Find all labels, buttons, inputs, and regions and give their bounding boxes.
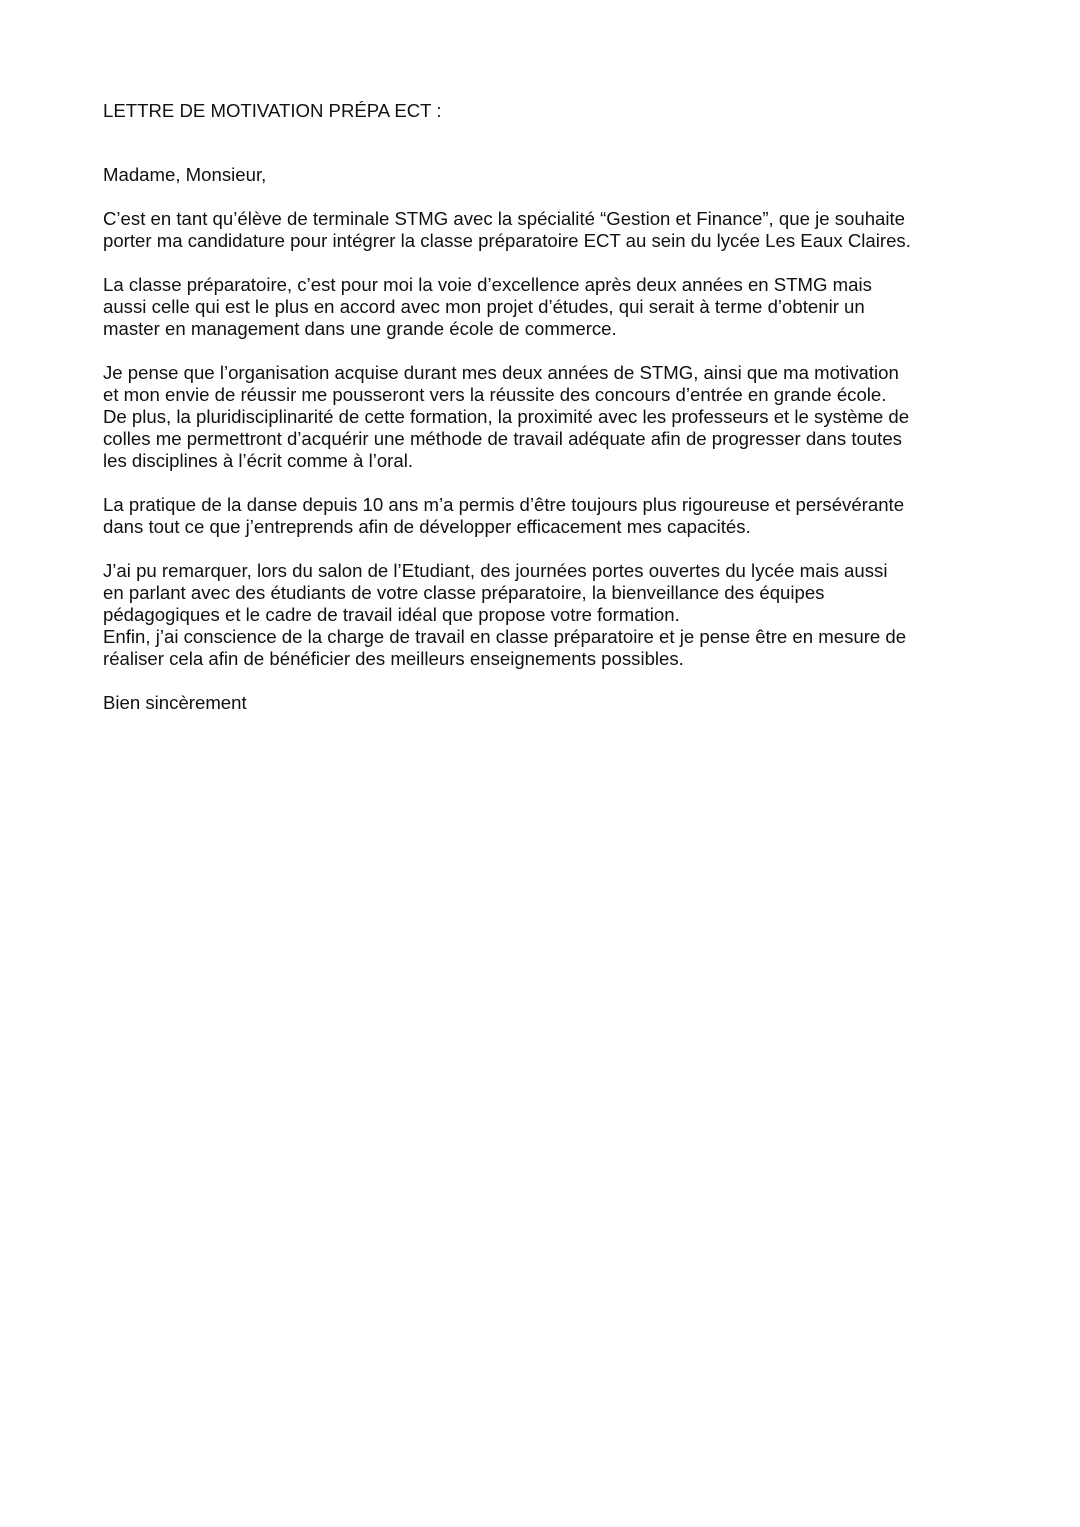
salutation: Madame, Monsieur, — [103, 164, 267, 185]
paragraph-prepa-path — [103, 274, 1003, 340]
text-line: La pratique de la danse depuis 10 ans m’a permis d’être toujours plus rigoureuse et persévérante — [103, 494, 905, 515]
text-line: Je pense que l’organisation acquise durant mes deux années de STMG, ainsi que ma motivation — [103, 362, 899, 383]
paragraph-open-days — [103, 560, 1003, 670]
text-line: La classe préparatoire, c’est pour moi la voie d’excellence après deux années en STMG mais — [103, 274, 872, 295]
closing: Bien sincèrement — [103, 692, 247, 713]
text-line: J’ai pu remarquer, lors du salon de l’Etudiant, des journées portes ouvertes du lycée mais aussi — [103, 560, 888, 581]
text-line: colles me permettront d’acquérir une méthode de travail adéquate afin de progresser dans toutes — [103, 428, 902, 449]
paragraph-organisation — [103, 362, 1003, 472]
paragraph-dance — [103, 494, 1003, 538]
letter-body — [103, 100, 1003, 714]
text-line: en parlant avec des étudiants de votre classe préparatoire, la bienveillance des équipes — [103, 582, 825, 603]
letter-title: LETTRE DE MOTIVATION PRÉPA ECT : — [103, 100, 442, 121]
text-line: C’est en tant qu’élève de terminale STMG avec la spécialité “Gestion et Finance”, que je souhaite — [103, 208, 906, 229]
text-line: réaliser cela afin de bénéficier des meilleurs enseignements possibles. — [103, 648, 684, 669]
text-line: les disciplines à l’écrit comme à l’oral. — [103, 450, 414, 471]
text-line: master en management dans une grande école de commerce. — [103, 318, 617, 339]
text-line: aussi celle qui est le plus en accord avec mon projet d’études, qui serait à terme d’obtenir un — [103, 296, 865, 317]
text-line: porter ma candidature pour intégrer la classe préparatoire ECT au sein du lycée Les Eaux Claires. — [103, 230, 911, 251]
text-line: De plus, la pluridisciplinarité de cette formation, la proximité avec les professeurs et le système de — [103, 406, 910, 427]
text-line: Enfin, j’ai conscience de la charge de travail en classe préparatoire et je pense être en mesure de — [103, 626, 907, 647]
text-line: dans tout ce que j’entreprends afin de développer efficacement mes capacités. — [103, 516, 751, 537]
text-line: pédagogiques et le cadre de travail idéal que propose votre formation. — [103, 604, 680, 625]
paragraph-application — [103, 208, 1003, 252]
text-line: et mon envie de réussir me pousseront vers la réussite des concours d’entrée en grande école. — [103, 384, 887, 405]
